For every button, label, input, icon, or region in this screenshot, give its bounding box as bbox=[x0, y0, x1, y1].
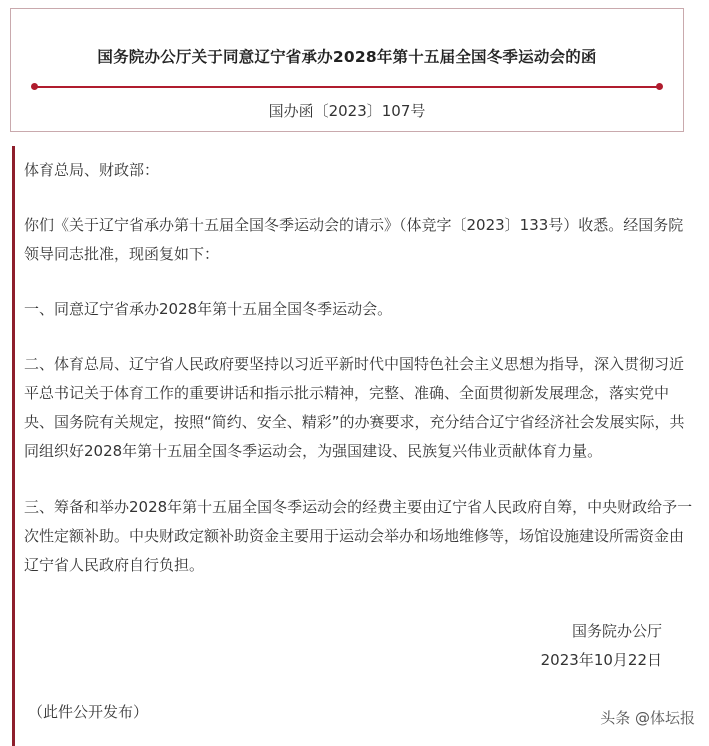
red-divider-rule bbox=[35, 86, 659, 88]
source-watermark: 头条 @体坛报 bbox=[600, 709, 695, 727]
paragraph-item-1: 一、同意辽宁省承办2028年第十五届全国冬季运动会。 bbox=[24, 300, 393, 318]
paragraph-intro: 你们《关于辽宁省承办第十五届全国冬季运动会的请示》（体竞字〔2023〕133号）收悉。经国务院领导同志批准，现函复如下： bbox=[24, 216, 684, 263]
document-header bbox=[10, 8, 684, 132]
document-number: 国办函〔2023〕107号 bbox=[268, 102, 426, 120]
document-title: 国务院办公厅关于同意辽宁省承办2028年第十五届全国冬季运动会的函 bbox=[97, 48, 597, 66]
left-accent-bar bbox=[12, 146, 15, 746]
salutation: 体育总局、财政部： bbox=[24, 161, 160, 179]
signature-block bbox=[541, 617, 662, 675]
public-release-note: （此件公开发布） bbox=[28, 703, 149, 721]
paragraph-item-3: 三、筹备和举办2028年第十五届全国冬季运动会的经费主要由辽宁省人民政府自筹，中央财政给予一次性定额补助。中央财政定额补助资金主要用于运动会举办和场地维修等，场馆设施建设所需资金由辽宁省人民政府自行负担。 bbox=[24, 498, 693, 574]
paragraph-item-2: 二、体育总局、辽宁省人民政府要坚持以习近平新时代中国特色社会主义思想为指导，深入贯彻习近平总书记关于体育工作的重要讲话和指示批示精神，完整、准确、全面贯彻新发展理念，落实党中央、国务院有关规定，按照“简约、安全、精彩”的办赛要求，充分结合辽宁省经济社会发展实际，共同组织好2028年第十五届全国冬季运动会，为强国建设、民族复兴伟业贡献体育力量。 bbox=[24, 355, 685, 460]
issuer-name: 国务院办公厅 bbox=[571, 622, 662, 640]
rule-right-dot bbox=[656, 83, 663, 90]
issue-date: 2023年10月22日 bbox=[540, 651, 662, 669]
